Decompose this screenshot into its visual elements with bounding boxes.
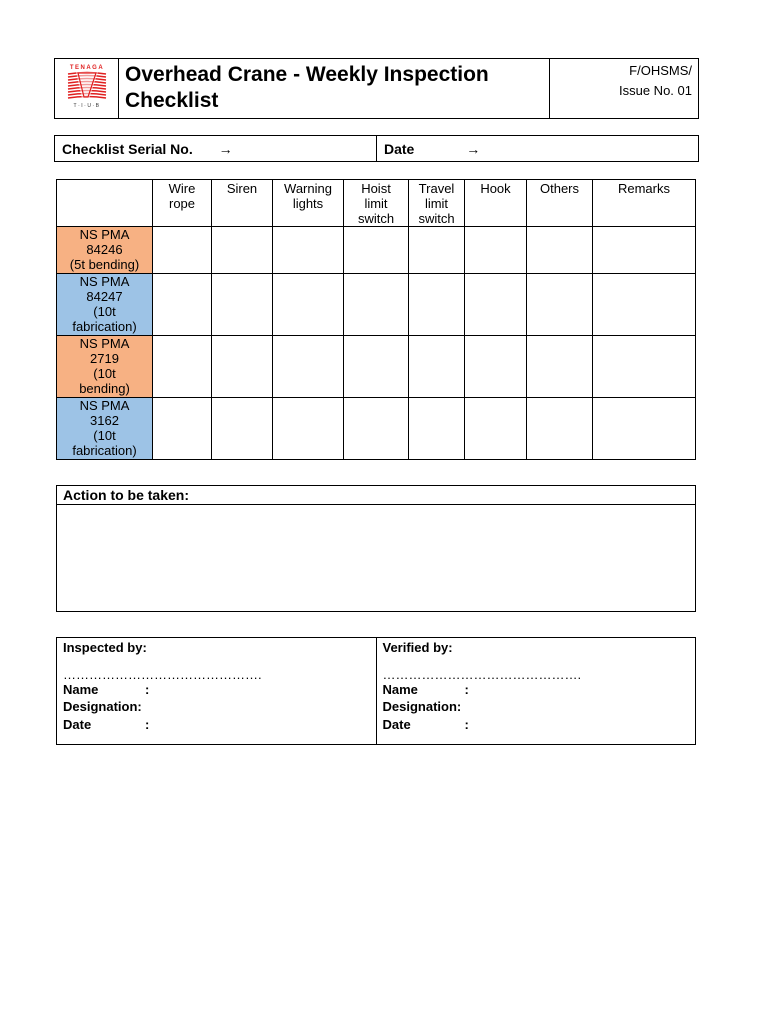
name-label: Name (382, 681, 418, 697)
table-row (57, 336, 696, 398)
crane-label-cell (57, 274, 153, 336)
date-label: Date (63, 716, 92, 732)
crane-capacity: (10t (93, 304, 116, 319)
column-header-siren: Siren (212, 180, 273, 227)
check-cell-hoist-limit[interactable] (344, 227, 409, 274)
column-header-label: Warning lights (284, 181, 332, 211)
name-row (63, 681, 370, 699)
crane-number: 84247 (86, 289, 123, 304)
signature-line: ………………………………………. (382, 666, 582, 682)
checklist-serial-field[interactable] (55, 136, 377, 162)
check-cell-wire-rope[interactable] (153, 274, 212, 336)
colon: : (464, 716, 469, 732)
check-cell-others[interactable] (527, 274, 593, 336)
check-cell-warning-lights[interactable] (273, 274, 344, 336)
arrow-right-icon: → (466, 140, 481, 157)
inspection-grid (56, 179, 696, 460)
column-header-hoist-limit-switch (344, 180, 409, 227)
column-header-remarks: Remarks (593, 180, 696, 227)
crane-id-label: NS PMA (79, 274, 130, 289)
crane-number: 3162 (90, 413, 119, 428)
crane-number: 2719 (90, 351, 119, 366)
form-header (54, 58, 699, 119)
column-header-crane (57, 180, 153, 227)
action-notes-area[interactable] (57, 505, 696, 612)
action-section (56, 485, 696, 612)
colon: : (145, 716, 150, 732)
colon: : (145, 681, 150, 697)
verified-by-label: Verified by: (382, 640, 453, 655)
svg-text:T·I·U·B: T·I·U·B (73, 103, 100, 109)
column-header-wire-rope (153, 180, 212, 227)
check-cell-warning-lights[interactable] (273, 336, 344, 398)
date-row (383, 716, 690, 734)
form-title (119, 59, 550, 119)
signature-line: ………………………………………. (63, 666, 262, 682)
check-cell-remarks[interactable] (593, 336, 696, 398)
inspected-by-block[interactable] (57, 638, 377, 745)
check-cell-remarks[interactable] (593, 227, 696, 274)
grid-header-row (57, 180, 696, 227)
check-cell-travel-limit[interactable] (409, 274, 465, 336)
column-header-label: Hoist limit switch (357, 181, 395, 226)
column-header-travel-limit-switch (409, 180, 465, 227)
form-reference (550, 59, 699, 119)
crane-capacity: (10t (93, 428, 116, 443)
check-cell-wire-rope[interactable] (153, 398, 212, 460)
signature-section (56, 637, 696, 745)
check-cell-hoist-limit[interactable] (344, 274, 409, 336)
crane-capacity: (10t (93, 366, 116, 381)
check-cell-remarks[interactable] (593, 274, 696, 336)
date-row (63, 716, 370, 734)
check-cell-siren[interactable] (212, 398, 273, 460)
designation-label: Designation: (63, 699, 142, 714)
date-label: Date (384, 140, 415, 157)
check-cell-others[interactable] (527, 398, 593, 460)
crane-number: 84246 (86, 242, 123, 257)
issue-number: Issue No. 01 (619, 83, 692, 98)
form-title-line1: Overhead Crane - Weekly Inspection (125, 63, 489, 86)
column-header-hook: Hook (465, 180, 527, 227)
checklist-serial-label: Checklist Serial No. (62, 140, 193, 157)
crane-usage: fabrication) (72, 443, 137, 458)
name-label: Name (63, 681, 99, 697)
check-cell-wire-rope[interactable] (153, 227, 212, 274)
form-title-line2: Checklist (125, 89, 219, 112)
action-heading: Action to be taken: (57, 486, 696, 505)
crane-label-cell (57, 398, 153, 460)
column-header-label: Travel limit switch (418, 181, 455, 226)
check-cell-travel-limit[interactable] (409, 398, 465, 460)
designation-label: Designation: (382, 699, 462, 714)
check-cell-hook[interactable] (465, 336, 527, 398)
crane-capacity: (5t bending) (69, 257, 140, 272)
tenaga-logo-icon (62, 63, 112, 109)
check-cell-siren[interactable] (212, 274, 273, 336)
check-cell-hoist-limit[interactable] (344, 398, 409, 460)
check-cell-wire-rope[interactable] (153, 336, 212, 398)
svg-text:TENAGA: TENAGA (69, 65, 104, 71)
crane-usage: bending) (79, 381, 130, 396)
check-cell-siren[interactable] (212, 227, 273, 274)
column-header-label: Wire rope (168, 181, 196, 211)
crane-id-label: NS PMA (79, 227, 130, 242)
check-cell-travel-limit[interactable] (409, 227, 465, 274)
check-cell-warning-lights[interactable] (273, 398, 344, 460)
column-header-warning-lights (273, 180, 344, 227)
column-header-others: Others (527, 180, 593, 227)
table-row (57, 398, 696, 460)
check-cell-others[interactable] (527, 336, 593, 398)
crane-id-label: NS PMA (79, 336, 130, 351)
date-label: Date (382, 716, 411, 732)
check-cell-hook[interactable] (465, 274, 527, 336)
check-cell-hoist-limit[interactable] (344, 336, 409, 398)
date-field[interactable] (377, 136, 699, 162)
colon: : (464, 681, 469, 697)
check-cell-warning-lights[interactable] (273, 227, 344, 274)
crane-usage: fabrication) (72, 319, 137, 334)
form-code: F/OHSMS/ (629, 63, 692, 78)
company-logo-cell (55, 59, 119, 119)
check-cell-hook[interactable] (465, 227, 527, 274)
check-cell-others[interactable] (527, 227, 593, 274)
table-row (57, 274, 696, 336)
check-cell-travel-limit[interactable] (409, 336, 465, 398)
serial-date-row (54, 135, 699, 162)
name-row (383, 681, 690, 699)
arrow-right-icon: → (218, 140, 233, 157)
check-cell-siren[interactable] (212, 336, 273, 398)
verified-by-block[interactable] (376, 638, 696, 745)
crane-label-cell (57, 336, 153, 398)
check-cell-hook[interactable] (465, 398, 527, 460)
inspected-by-label: Inspected by: (63, 640, 147, 655)
crane-id-label: NS PMA (79, 398, 130, 413)
crane-label-cell (57, 227, 153, 274)
check-cell-remarks[interactable] (593, 398, 696, 460)
table-row (57, 227, 696, 274)
